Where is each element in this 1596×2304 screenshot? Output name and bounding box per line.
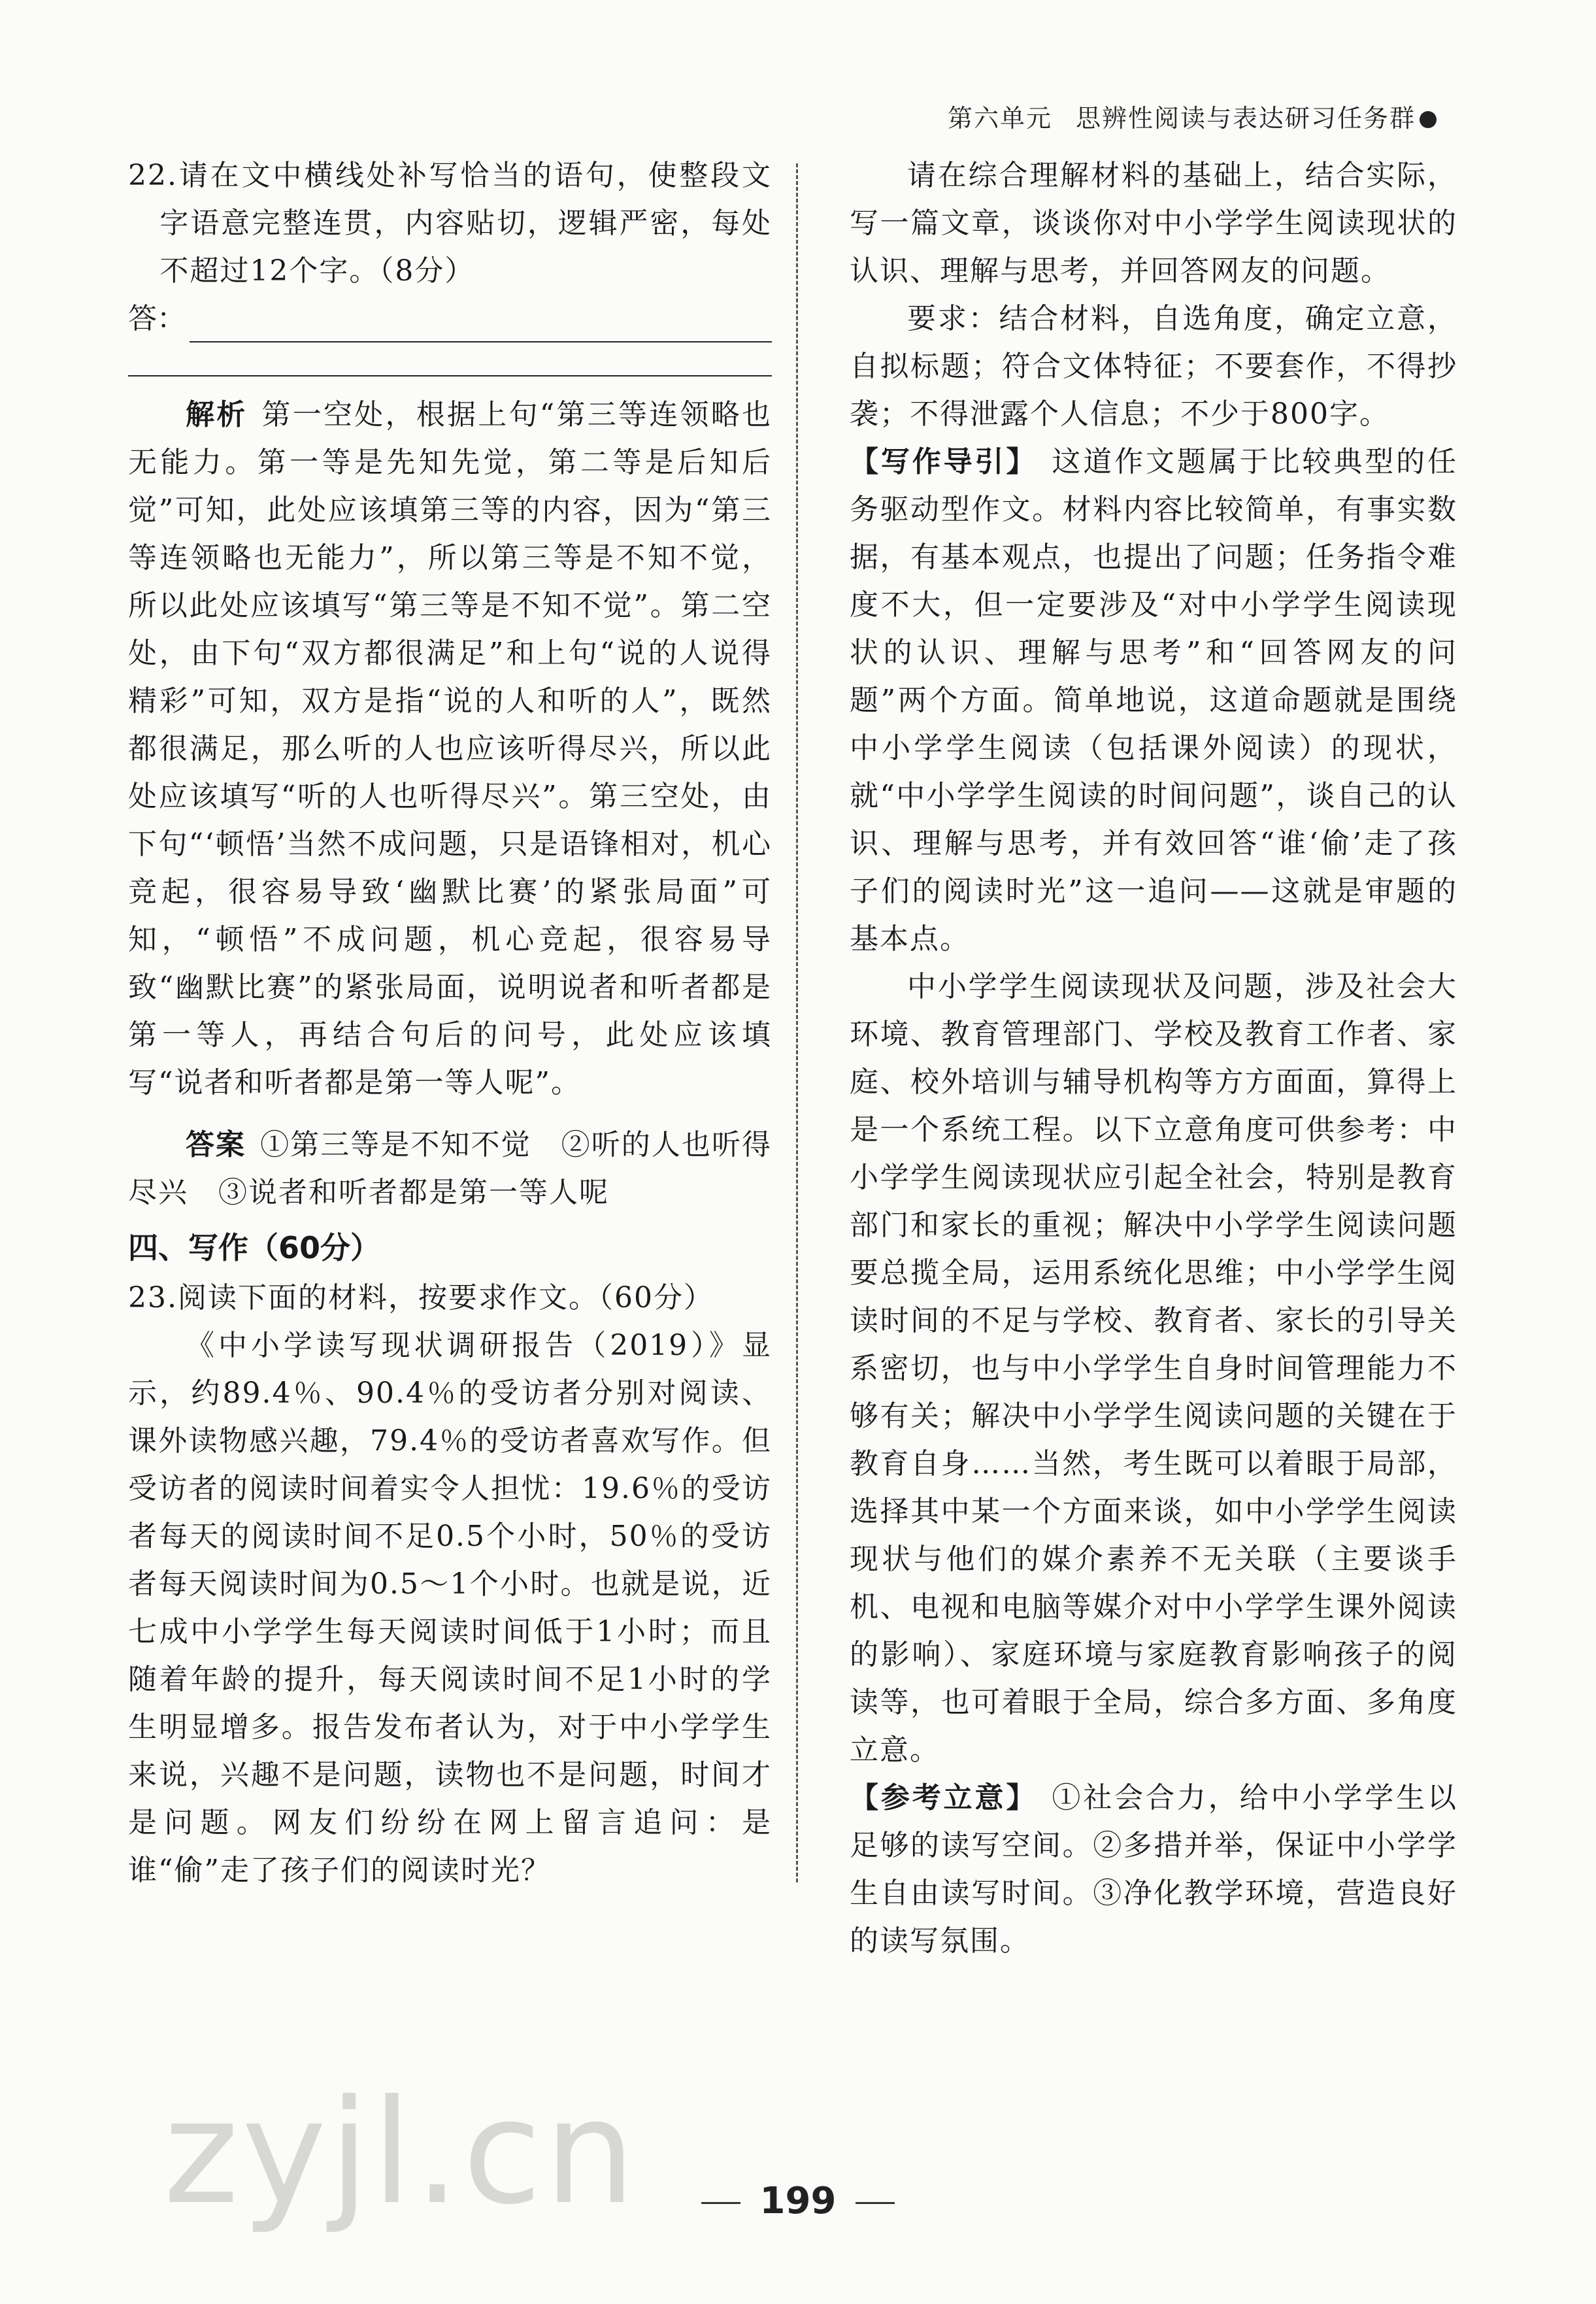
page-number: 199 (759, 2180, 837, 2222)
footer-dash-left (701, 2202, 740, 2204)
guide-text: 这道作文题属于比较典型的任务驱动型作文。材料内容比较简单，有事实数据，有基本观点，也提出了问题；任务指令难度不大，但一定要涉及“对中小学学生阅读现状的认识、理解与思考”和“回答网友的问题”两个方面。简单地说，这道命题就是围绕中小学学生阅读（包括课外阅读）的现状，就“中小学学生阅读的时间问题”，谈自己的认识、理解与思考，并有效回答“谁‘偷’走了孩子们的阅读时光”这一追问——这就是审题的基本点。 (850, 445, 1458, 956)
answer-prompt: 答： (128, 302, 186, 335)
footer-dash-right (856, 2202, 895, 2204)
guide-block (850, 438, 1457, 963)
watermark: zyjl.cn (163, 2069, 639, 2236)
left-column (128, 152, 772, 1894)
material-text: 《中小学读写现状调研报告（2019）》显示，约89.4％、90.4％的受访者分别对阅读、课外读物感兴趣，79.4％的受访者喜欢写作。但受访者的阅读时间着实令人担忧：19.6％的受访者每天的阅读时间不足0.5个小时，50％的受访者每天阅读时间为0.5～1个小时。也就是说，近七成中小学学生每天阅读时间低于1小时；而且随着年龄的提升，每天阅读时间不足1小时的学生明显增多。报告发布者认为，对于中小学学生来说，兴趣不是问题，读物也不是问题，时间才是问题。网友们纷纷在网上留言追问：是谁“偷”走了孩子们的阅读时光？ (128, 1329, 772, 1887)
analysis-text: 第一空处，根据上句“第三等连领略也无能力。第一等是先知先觉，第二等是后知后觉”可知，此处应该填第三等的内容，因为“第三等连领略也无能力”，所以第三等是不知不觉，所以此处应该填写“第三等是不知不觉”。第二空处，由下句“双方都很满足”和上句“说的人说得精彩”可知，双方是指“说的人和听的人”，既然都很满足，那么听的人也应该听得尽兴，所以此处应该填写“听的人也听得尽兴”。第三空处，由下句“‘顿悟’当然不成问题，只是语锋相对，机心竞起，很容易导致‘幽默比赛’的紧张局面”可知，“顿悟”不成问题，机心竞起，很容易导致“幽默比赛”的紧张局面，说明说者和听者都是第一等人，再结合句后的问号，此处应该填写“说者和听者都是第一等人呢”。 (128, 398, 772, 1099)
question-22: 22.请在文中横线处补写恰当的语句，使整段文字语意完整连贯，内容贴切，逻辑严密，每处不超过12个字。（8分） (128, 159, 772, 288)
page-footer (0, 2180, 1596, 2222)
requirement-text: 要求：结合材料，自选角度，确定立意，自拟标题；符合文体特征；不要套作，不得抄袭；不得泄露个人信息；不少于800字。 (850, 302, 1457, 431)
analysis-label: 解析 (186, 398, 248, 431)
answer-rule (190, 305, 772, 342)
column-divider (796, 163, 798, 1882)
answer-line[interactable] (128, 295, 772, 342)
right-column (850, 152, 1457, 1965)
page-header (948, 98, 1437, 134)
question-23: 23.阅读下面的材料，按要求作文。（60分） (128, 1281, 714, 1314)
guide-text-2: 中小学学生阅读现状及问题，涉及社会大环境、教育管理部门、学校及教育工作者、家庭、校外培训与辅导机构等方方面面，算得上是一个系统工程。以下立意角度可供参考：中小学学生阅读现状应引起全社会，特别是教育部门和家长的重视；解决中小学学生阅读问题要总揽全局，运用系统化思维；中小学学生阅读时间的不足与学校、教育者、家长的引导关系密切，也与中小学学生自身时间管理能力不够有关；解决中小学学生阅读问题的关键在于教育自身……当然，考生既可以着眼于局部，选择其中某一个方面来谈，如中小学学生阅读现状与他们的媒介素养不无关联（主要谈手机、电视和电脑等媒介对中小学学生课外阅读的影响）、家庭环境与家庭教育影响孩子的阅读等，也可着眼于全局，综合多方面、多角度立意。 (850, 970, 1457, 1767)
section-title: 四、写作（60分） (128, 1230, 381, 1265)
answer-label: 答案 (186, 1128, 246, 1161)
answer-rule-2 (128, 342, 772, 376)
answer-block (128, 1121, 772, 1216)
answer-text: ①第三等是不知不觉 ②听的人也听得尽兴 ③说者和听者都是第一等人呢 (128, 1128, 773, 1209)
reference-text: ①社会合力，给中小学学生以足够的读写空间。②多措并举，保证中小学学生自由读写时间。③净化教学环境，营造良好的读写氛围。 (850, 1781, 1458, 1958)
unit-label: 第六单元 (947, 104, 1052, 133)
guide-label: 【写作导引】 (850, 445, 1038, 478)
header-title: 思辨性阅读与表达研习任务群 (1075, 104, 1416, 133)
task-text: 请在综合理解材料的基础上，结合实际，写一篇文章，谈谈你对中小学学生阅读现状的认识、理解与思考，并回答网友的问题。 (850, 159, 1457, 288)
analysis-block (128, 391, 772, 1107)
reference-label: 【参考立意】 (850, 1781, 1038, 1814)
bullet-icon (1420, 111, 1437, 128)
reference-block (850, 1774, 1457, 1965)
